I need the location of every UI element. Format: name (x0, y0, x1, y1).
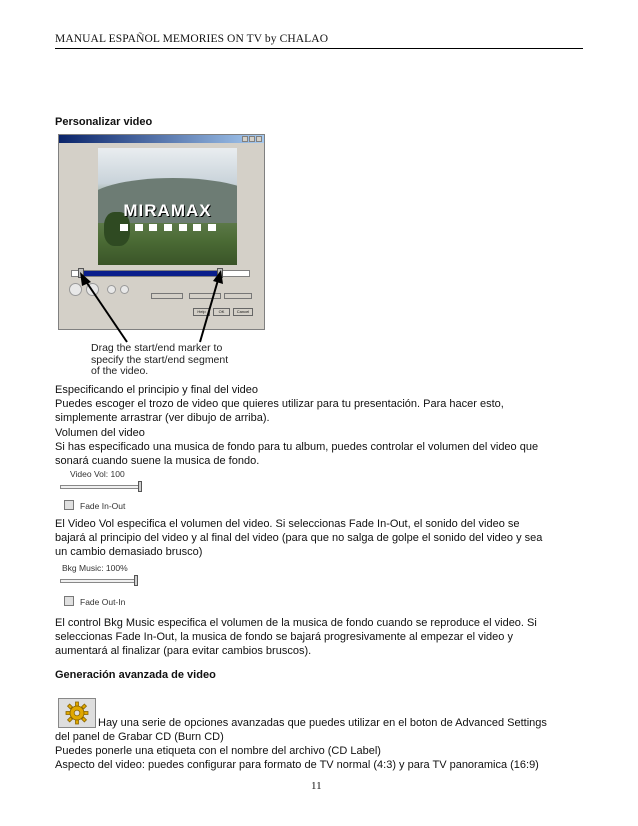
ok-button: OK (213, 308, 230, 316)
video-vol-slider (60, 485, 142, 489)
advanced-settings-gear-icon (58, 698, 96, 728)
annotation-arrows (58, 260, 258, 350)
paragraph-advanced: del panel de Grabar CD (Burn CD) Puedes ponerle una etiqueta con el nombre del archivo (CD Label) Aspecto del video: puedes configurar para formato de TV normal (4:3) y para TV panoramica (16:9) (55, 731, 539, 772)
video-preview (98, 148, 237, 265)
paragraph-advanced-line1: Hay una serie de opciones avanzadas que puedes utilizar en el boton de Advanced Settings (98, 717, 547, 729)
paragraph-video-vol: El Video Vol especifica el volumen del video. Si seleccionas Fade In-Out, el sonido del video se bajará al principio del video y al final del video (para que no salga de golpe el sonido del video y sea un cambio demasiado brusco) (55, 518, 543, 559)
section-title-generacion: Generación avanzada de video (55, 669, 216, 681)
page-header: MANUAL ESPAÑOL MEMORIES ON TV by CHALAO (55, 33, 583, 49)
help-button: Help (193, 308, 210, 316)
bkg-music-label: Bkg Music: 100% (62, 563, 128, 573)
section-title-personalizar: Personalizar video (55, 116, 153, 128)
fade-out-in-label: Fade Out-In (80, 597, 126, 607)
figure-caption: Drag the start/end marker to specify the start/end segment of the video. (91, 342, 229, 378)
fade-in-out-checkbox (64, 500, 74, 510)
video-vol-thumb (138, 481, 142, 492)
cancel-button: Cancel (233, 308, 253, 316)
page-number: 11 (311, 780, 322, 792)
bkg-music-thumb (134, 575, 138, 586)
fade-in-out-label: Fade In-Out (80, 501, 126, 511)
bkg-music-slider (60, 579, 138, 583)
video-logo-image: MIRAMAX (123, 201, 212, 220)
fade-out-in-checkbox (64, 596, 74, 606)
paragraph-bkg-music: El control Bkg Music especifica el volumen de la musica de fondo cuando se reproduce el video. Si seleccionas Fade In-Out, la musica de fondo se bajará progresivamente al empezar el video y aumentará al finalizar (para evitar cambios bruscos). (55, 617, 537, 658)
window-titlebar (59, 135, 264, 143)
video-vol-label: Video Vol: 100 (70, 469, 125, 479)
paragraph-trim: Especificando el principio y final del video Puedes escoger el trozo de video que quieres utilizar para tu presentación. Para hacer esto, simplemente arrastrar (ver dibujo de arriba). Volumen del video Si has especificado una musica de fondo para tu album, puedes controlar el volumen del video que sonará cuando suene la musica de fondo. (55, 384, 539, 468)
window-buttons (242, 136, 262, 142)
